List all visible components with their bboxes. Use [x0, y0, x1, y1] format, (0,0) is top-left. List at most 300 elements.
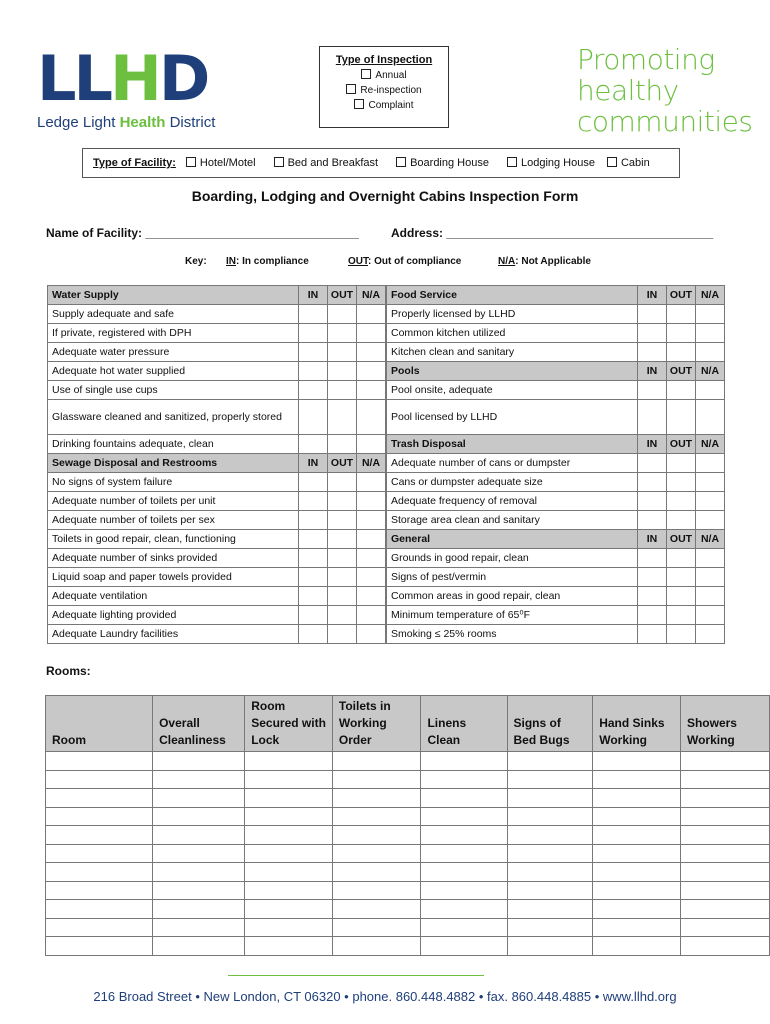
- rooms-cell[interactable]: [593, 937, 681, 956]
- mark-cell-na[interactable]: [357, 549, 386, 568]
- mark-cell-out[interactable]: [667, 625, 696, 644]
- mark-cell-out[interactable]: [667, 606, 696, 625]
- rooms-cell[interactable]: [245, 937, 333, 956]
- mark-cell-in[interactable]: [299, 305, 328, 324]
- rooms-row: [46, 844, 770, 863]
- rooms-cell[interactable]: [421, 770, 507, 789]
- rooms-cell[interactable]: [593, 752, 681, 771]
- checklist-row: [48, 473, 386, 492]
- section-title: Sewage Disposal and Restrooms: [48, 454, 299, 473]
- checklist-item-label: No signs of system failure: [48, 473, 299, 492]
- mark-cell-in[interactable]: [299, 492, 328, 511]
- rooms-cell[interactable]: [507, 770, 593, 789]
- mark-cell-out[interactable]: [328, 530, 357, 549]
- checklist-row: [387, 324, 725, 343]
- rooms-cell[interactable]: [245, 918, 333, 937]
- mark-cell-in[interactable]: [299, 587, 328, 606]
- mark-cell-in[interactable]: [638, 473, 667, 492]
- mark-cell-out[interactable]: [328, 511, 357, 530]
- rooms-cell[interactable]: [593, 881, 681, 900]
- checklist-item-label: Cans or dumpster adequate size: [387, 473, 638, 492]
- rooms-cell[interactable]: [680, 770, 769, 789]
- rooms-cell[interactable]: [680, 918, 769, 937]
- checklist-row: [48, 530, 386, 549]
- mark-cell-out[interactable]: [328, 324, 357, 343]
- inspection-type-box: [319, 46, 449, 128]
- checklist-row: [48, 511, 386, 530]
- rooms-cell[interactable]: [680, 826, 769, 845]
- checklist-item-label: Signs of pest/vermin: [387, 568, 638, 587]
- rooms-cell[interactable]: [245, 770, 333, 789]
- right-inspection-table: [386, 285, 725, 644]
- rooms-cell[interactable]: [46, 807, 153, 826]
- checklist-item-label: Liquid soap and paper towels provided: [48, 568, 299, 587]
- mark-cell-na[interactable]: [357, 625, 386, 644]
- mark-cell-out[interactable]: [667, 549, 696, 568]
- slogan: Promoting healthy communities: [577, 43, 753, 138]
- checklist-item-label: Adequate number of toilets per unit: [48, 492, 299, 511]
- rooms-column-header: Room: [46, 696, 153, 752]
- inspection-type-title: Type of Inspection: [335, 54, 433, 66]
- mark-cell-in[interactable]: [299, 362, 328, 381]
- mark-cell-out[interactable]: [328, 362, 357, 381]
- mark-cell-out[interactable]: [328, 473, 357, 492]
- section-header-row: [387, 286, 725, 305]
- rooms-cell[interactable]: [507, 789, 593, 808]
- mark-cell-in[interactable]: [638, 492, 667, 511]
- rooms-cell[interactable]: [421, 844, 507, 863]
- checklist-row: [387, 305, 725, 324]
- rooms-cell[interactable]: [507, 937, 593, 956]
- rooms-cell[interactable]: [245, 807, 333, 826]
- rooms-cell[interactable]: [332, 752, 421, 771]
- rooms-column-header: Overall Cleanliness: [153, 696, 245, 752]
- rooms-cell[interactable]: [593, 918, 681, 937]
- rooms-cell[interactable]: [153, 900, 245, 919]
- mark-cell-out[interactable]: [667, 473, 696, 492]
- section-header-row: [387, 435, 725, 454]
- checklist-item-label: Adequate hot water supplied: [48, 362, 299, 381]
- mark-cell-out[interactable]: [328, 400, 357, 435]
- rooms-cell[interactable]: [680, 881, 769, 900]
- rooms-column-header: Signs of Bed Bugs: [507, 696, 593, 752]
- mark-cell-in[interactable]: [638, 343, 667, 362]
- mark-cell-na[interactable]: [696, 473, 725, 492]
- mark-cell-na[interactable]: [696, 381, 725, 400]
- footer-contact: 216 Broad Street • New London, CT 06320 • phone. 860.448.4882 • fax. 860.448.4885 • www.llhd.org: [93, 989, 677, 1004]
- mark-cell-in[interactable]: [638, 587, 667, 606]
- mark-cell-na[interactable]: [357, 473, 386, 492]
- facility-option-cabin[interactable]: Cabin: [607, 157, 650, 169]
- rooms-row: [46, 770, 770, 789]
- rooms-cell[interactable]: [153, 881, 245, 900]
- mark-cell-in[interactable]: [299, 549, 328, 568]
- rooms-cell[interactable]: [245, 752, 333, 771]
- section-title: General: [387, 530, 638, 549]
- rooms-cell[interactable]: [593, 826, 681, 845]
- section-header-row: [48, 286, 386, 305]
- mark-cell-in[interactable]: [299, 568, 328, 587]
- checklist-item-label: Minimum temperature of 65⁰F: [387, 606, 638, 625]
- checklist-item-label: Common areas in good repair, clean: [387, 587, 638, 606]
- checklist-row: [387, 549, 725, 568]
- llhd-logo: LLHD Ledge Light Health District: [37, 42, 216, 131]
- rooms-cell[interactable]: [332, 770, 421, 789]
- mark-cell-out[interactable]: [667, 324, 696, 343]
- mark-cell-na[interactable]: [696, 324, 725, 343]
- checklist-item-label: Pool licensed by LLHD: [387, 400, 638, 435]
- rooms-cell[interactable]: [593, 770, 681, 789]
- mark-cell-out[interactable]: [667, 400, 696, 435]
- rooms-cell[interactable]: [153, 937, 245, 956]
- mark-cell-na[interactable]: [357, 324, 386, 343]
- mark-cell-out[interactable]: [328, 305, 357, 324]
- facility-option-lodging[interactable]: Lodging House: [507, 157, 595, 169]
- mark-cell-na[interactable]: [357, 587, 386, 606]
- mark-cell-na[interactable]: [357, 606, 386, 625]
- checklist-row: [48, 381, 386, 400]
- address-field[interactable]: Address: ________________________________________: [391, 226, 714, 240]
- mark-cell-out[interactable]: [667, 568, 696, 587]
- mark-cell-out[interactable]: [667, 305, 696, 324]
- section-header-row: [387, 530, 725, 549]
- mark-cell-in[interactable]: [299, 343, 328, 362]
- rooms-cell[interactable]: [153, 789, 245, 808]
- mark-cell-in[interactable]: [638, 549, 667, 568]
- rooms-cell[interactable]: [332, 937, 421, 956]
- rooms-cell[interactable]: [593, 863, 681, 882]
- rooms-cell[interactable]: [507, 900, 593, 919]
- checkbox-icon[interactable]: [361, 69, 371, 79]
- rooms-cell[interactable]: [680, 863, 769, 882]
- mark-cell-na[interactable]: [696, 625, 725, 644]
- checklist-item-label: Smoking ≤ 25% rooms: [387, 625, 638, 644]
- inspection-option-reinspection[interactable]: Re-inspection: [320, 83, 448, 98]
- rooms-cell[interactable]: [680, 807, 769, 826]
- rooms-cell[interactable]: [153, 826, 245, 845]
- checklist-item-label: Grounds in good repair, clean: [387, 549, 638, 568]
- rooms-cell[interactable]: [46, 789, 153, 808]
- rooms-cell[interactable]: [421, 807, 507, 826]
- mark-cell-in[interactable]: [299, 324, 328, 343]
- mark-cell-in[interactable]: [299, 473, 328, 492]
- rooms-cell[interactable]: [46, 900, 153, 919]
- mark-cell-out[interactable]: [328, 549, 357, 568]
- checklist-item-label: Adequate number of sinks provided: [48, 549, 299, 568]
- mark-cell-na[interactable]: [696, 492, 725, 511]
- left-inspection-table: [47, 285, 386, 644]
- mark-cell-in[interactable]: [638, 568, 667, 587]
- rooms-cell[interactable]: [245, 789, 333, 808]
- form-title: Boarding, Lodging and Overnight Cabins Inspection Form: [191, 188, 579, 204]
- mark-cell-in[interactable]: [299, 381, 328, 400]
- mark-cell-in[interactable]: [638, 400, 667, 435]
- mark-cell-na[interactable]: [357, 400, 386, 435]
- rooms-cell[interactable]: [593, 900, 681, 919]
- facility-option-hotel[interactable]: Hotel/Motel: [186, 157, 256, 169]
- rooms-row: [46, 937, 770, 956]
- mark-cell-in[interactable]: [638, 305, 667, 324]
- mark-cell-out[interactable]: [328, 606, 357, 625]
- rooms-cell[interactable]: [421, 863, 507, 882]
- rooms-label: Rooms:: [46, 664, 91, 678]
- mark-cell-na[interactable]: [357, 530, 386, 549]
- rooms-cell[interactable]: [593, 807, 681, 826]
- rooms-cell[interactable]: [680, 937, 769, 956]
- checklist-item-label: Adequate number of cans or dumpster: [387, 454, 638, 473]
- mark-cell-out[interactable]: [667, 343, 696, 362]
- rooms-cell[interactable]: [245, 863, 333, 882]
- rooms-cell[interactable]: [245, 881, 333, 900]
- rooms-cell[interactable]: [421, 826, 507, 845]
- column-header-out: OUT: [328, 454, 357, 473]
- rooms-cell[interactable]: [593, 789, 681, 808]
- rooms-cell[interactable]: [332, 918, 421, 937]
- rooms-cell[interactable]: [46, 918, 153, 937]
- checklist-row: [48, 568, 386, 587]
- checklist-row: [48, 400, 386, 435]
- mark-cell-in[interactable]: [638, 381, 667, 400]
- inspection-option-annual[interactable]: Annual: [320, 68, 448, 83]
- rooms-cell[interactable]: [507, 881, 593, 900]
- checklist-item-label: Glassware cleaned and sanitized, properly stored: [48, 400, 299, 435]
- rooms-cell[interactable]: [507, 918, 593, 937]
- mark-cell-na[interactable]: [696, 606, 725, 625]
- checklist-item-label: Adequate lighting provided: [48, 606, 299, 625]
- mark-cell-out[interactable]: [328, 343, 357, 362]
- mark-cell-in[interactable]: [299, 435, 328, 454]
- rooms-row: [46, 826, 770, 845]
- mark-cell-na[interactable]: [696, 305, 725, 324]
- section-title: Food Service: [387, 286, 638, 305]
- rooms-cell[interactable]: [245, 844, 333, 863]
- rooms-cell[interactable]: [245, 900, 333, 919]
- rooms-cell[interactable]: [153, 844, 245, 863]
- mark-cell-na[interactable]: [696, 400, 725, 435]
- rooms-cell[interactable]: [332, 881, 421, 900]
- column-header-out: OUT: [667, 286, 696, 305]
- mark-cell-in[interactable]: [638, 454, 667, 473]
- mark-cell-out[interactable]: [328, 492, 357, 511]
- checklist-row: [387, 568, 725, 587]
- mark-cell-in[interactable]: [638, 324, 667, 343]
- checkbox-icon[interactable]: [186, 157, 196, 167]
- checkbox-icon[interactable]: [396, 157, 406, 167]
- mark-cell-in[interactable]: [299, 400, 328, 435]
- checklist-row: [387, 625, 725, 644]
- mark-cell-out[interactable]: [328, 568, 357, 587]
- column-header-in: IN: [638, 286, 667, 305]
- mark-cell-in[interactable]: [299, 606, 328, 625]
- rooms-cell[interactable]: [46, 937, 153, 956]
- checkbox-icon[interactable]: [346, 84, 356, 94]
- checklist-row: [387, 587, 725, 606]
- mark-cell-out[interactable]: [328, 381, 357, 400]
- checklist-row: [48, 362, 386, 381]
- checkbox-icon[interactable]: [274, 157, 284, 167]
- checklist-item-label: Supply adequate and safe: [48, 305, 299, 324]
- rooms-cell[interactable]: [153, 863, 245, 882]
- rooms-cell[interactable]: [421, 881, 507, 900]
- mark-cell-out[interactable]: [328, 587, 357, 606]
- facility-type-bar: [82, 148, 680, 178]
- rooms-cell[interactable]: [421, 937, 507, 956]
- mark-cell-na[interactable]: [357, 511, 386, 530]
- rooms-cell[interactable]: [46, 826, 153, 845]
- rooms-cell[interactable]: [332, 789, 421, 808]
- rooms-column-header: Linens Clean: [421, 696, 507, 752]
- mark-cell-out[interactable]: [328, 435, 357, 454]
- rooms-column-header: Showers Working: [680, 696, 769, 752]
- rooms-column-header: Toilets in Working Order: [332, 696, 421, 752]
- rooms-row: [46, 863, 770, 882]
- section-header-row: [48, 454, 386, 473]
- checklist-item-label: Adequate Laundry facilities: [48, 625, 299, 644]
- mark-cell-na[interactable]: [696, 568, 725, 587]
- section-title: Trash Disposal: [387, 435, 638, 454]
- checklist-row: [48, 305, 386, 324]
- rooms-cell[interactable]: [421, 789, 507, 808]
- mark-cell-out[interactable]: [667, 492, 696, 511]
- mark-cell-out[interactable]: [667, 587, 696, 606]
- rooms-cell[interactable]: [153, 770, 245, 789]
- column-header-na: N/A: [696, 435, 725, 454]
- column-header-in: IN: [638, 362, 667, 381]
- rooms-cell[interactable]: [421, 900, 507, 919]
- checklist-item-label: Drinking fountains adequate, clean: [48, 435, 299, 454]
- mark-cell-in[interactable]: [638, 606, 667, 625]
- rooms-cell[interactable]: [153, 752, 245, 771]
- rooms-cell[interactable]: [507, 826, 593, 845]
- rooms-cell[interactable]: [680, 900, 769, 919]
- checklist-row: [48, 587, 386, 606]
- mark-cell-na[interactable]: [357, 381, 386, 400]
- checklist-item-label: Adequate ventilation: [48, 587, 299, 606]
- rooms-table: [45, 695, 770, 956]
- rooms-cell[interactable]: [507, 752, 593, 771]
- rooms-cell[interactable]: [421, 752, 507, 771]
- mark-cell-in[interactable]: [638, 511, 667, 530]
- checklist-item-label: Common kitchen utilized: [387, 324, 638, 343]
- rooms-row: [46, 752, 770, 771]
- rooms-cell[interactable]: [332, 807, 421, 826]
- mark-cell-na[interactable]: [357, 492, 386, 511]
- column-header-out: OUT: [667, 435, 696, 454]
- rooms-cell[interactable]: [46, 863, 153, 882]
- rooms-cell[interactable]: [332, 900, 421, 919]
- column-header-na: N/A: [696, 362, 725, 381]
- checklist-row: [387, 381, 725, 400]
- section-title: Water Supply: [48, 286, 299, 305]
- mark-cell-na[interactable]: [357, 343, 386, 362]
- mark-cell-in[interactable]: [299, 511, 328, 530]
- mark-cell-in[interactable]: [299, 625, 328, 644]
- rooms-row: [46, 881, 770, 900]
- checklist-row: [387, 454, 725, 473]
- rooms-cell[interactable]: [507, 807, 593, 826]
- rooms-cell[interactable]: [153, 918, 245, 937]
- column-header-in: IN: [638, 530, 667, 549]
- rooms-cell[interactable]: [680, 844, 769, 863]
- facility-option-boarding[interactable]: Boarding House: [396, 157, 489, 169]
- rooms-row: [46, 900, 770, 919]
- rooms-column-header: Room Secured with Lock: [245, 696, 333, 752]
- footer-divider: [228, 975, 484, 976]
- rooms-cell[interactable]: [507, 844, 593, 863]
- rooms-cell[interactable]: [332, 844, 421, 863]
- mark-cell-na[interactable]: [357, 568, 386, 587]
- mark-cell-na[interactable]: [357, 305, 386, 324]
- mark-cell-out[interactable]: [667, 381, 696, 400]
- checkbox-icon[interactable]: [607, 157, 617, 167]
- mark-cell-na[interactable]: [696, 343, 725, 362]
- rooms-cell[interactable]: [680, 789, 769, 808]
- checklist-item-label: Adequate frequency of removal: [387, 492, 638, 511]
- mark-cell-na[interactable]: [357, 435, 386, 454]
- checklist-row: [48, 492, 386, 511]
- column-header-out: OUT: [667, 362, 696, 381]
- rooms-cell[interactable]: [507, 863, 593, 882]
- mark-cell-na[interactable]: [696, 454, 725, 473]
- checklist-item-label: If private, registered with DPH: [48, 324, 299, 343]
- facility-type-label: Type of Facility:: [93, 157, 176, 169]
- checkbox-icon[interactable]: [507, 157, 517, 167]
- rooms-cell[interactable]: [680, 752, 769, 771]
- inspection-option-complaint[interactable]: Complaint: [320, 98, 448, 113]
- mark-cell-na[interactable]: [696, 549, 725, 568]
- column-header-na: N/A: [357, 286, 386, 305]
- section-header-row: [387, 362, 725, 381]
- checklist-item-label: Kitchen clean and sanitary: [387, 343, 638, 362]
- rooms-row: [46, 807, 770, 826]
- rooms-cell[interactable]: [46, 770, 153, 789]
- rooms-cell[interactable]: [153, 807, 245, 826]
- mark-cell-out[interactable]: [328, 625, 357, 644]
- checklist-row: [387, 400, 725, 435]
- rooms-cell[interactable]: [46, 752, 153, 771]
- column-header-out: OUT: [328, 286, 357, 305]
- checklist-row: [387, 343, 725, 362]
- column-header-na: N/A: [357, 454, 386, 473]
- column-header-in: IN: [299, 454, 328, 473]
- mark-cell-na[interactable]: [357, 362, 386, 381]
- rooms-cell[interactable]: [332, 863, 421, 882]
- checkbox-icon[interactable]: [354, 99, 364, 109]
- rooms-cell[interactable]: [245, 826, 333, 845]
- checklist-row: [48, 549, 386, 568]
- column-header-out: OUT: [667, 530, 696, 549]
- mark-cell-in[interactable]: [638, 625, 667, 644]
- mark-cell-na[interactable]: [696, 587, 725, 606]
- checklist-item-label: Pool onsite, adequate: [387, 381, 638, 400]
- mark-cell-na[interactable]: [696, 511, 725, 530]
- rooms-cell[interactable]: [46, 881, 153, 900]
- mark-cell-in[interactable]: [299, 530, 328, 549]
- mark-cell-out[interactable]: [667, 511, 696, 530]
- rooms-cell[interactable]: [46, 844, 153, 863]
- checklist-row: [48, 343, 386, 362]
- facility-name-field[interactable]: Name of Facility: ________________________________: [46, 226, 359, 240]
- rooms-cell[interactable]: [593, 844, 681, 863]
- mark-cell-out[interactable]: [667, 454, 696, 473]
- facility-option-bnb[interactable]: Bed and Breakfast: [274, 157, 379, 169]
- checklist-item-label: Adequate number of toilets per sex: [48, 511, 299, 530]
- checklist-row: [48, 606, 386, 625]
- column-header-in: IN: [638, 435, 667, 454]
- rooms-cell[interactable]: [332, 826, 421, 845]
- rooms-column-header: Hand Sinks Working: [593, 696, 681, 752]
- rooms-cell[interactable]: [421, 918, 507, 937]
